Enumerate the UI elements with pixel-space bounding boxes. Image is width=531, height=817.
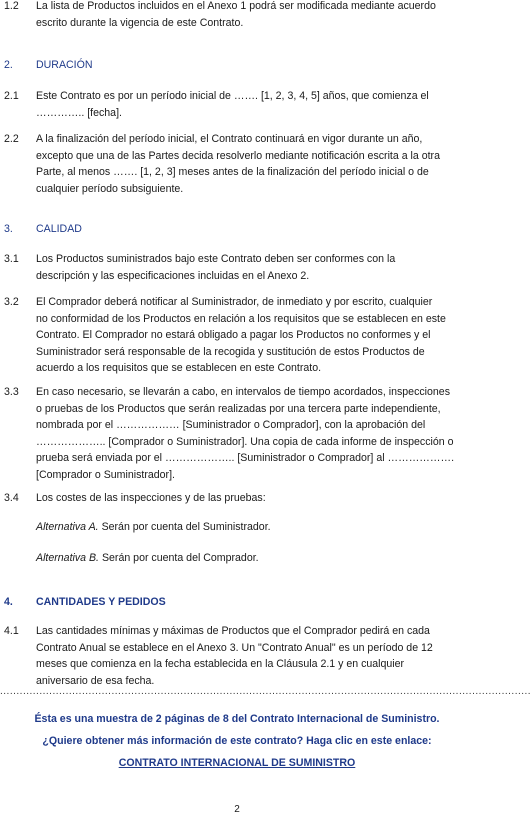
page-number: 2 bbox=[234, 804, 240, 815]
clause-line: nombrada por el ……………… [Suministrador o Comprador], con la aprobación del bbox=[36, 419, 426, 431]
clause-3-4 bbox=[0, 490, 474, 507]
clause-line: Suministrador será responsable de la recogida y sustitución de estos Productos de bbox=[36, 345, 425, 358]
section-number: 2. bbox=[4, 59, 13, 71]
dotted-separator: .................................................................................................................................................................. bbox=[0, 686, 531, 697]
clause-line: no conformidad de los Productos en relación a los requisitos que se establecen en este bbox=[36, 312, 446, 325]
clause-2-1 bbox=[0, 88, 474, 121]
alternative-label: Alternativa A. bbox=[36, 521, 99, 533]
clause-line: En caso necesario, se llevarán a cabo, en intervalos de tiempo acordados, inspecciones bbox=[36, 386, 450, 398]
clause-1-2 bbox=[0, 0, 474, 31]
section-title: DURACIÓN bbox=[36, 59, 93, 71]
clause-3-2 bbox=[0, 294, 474, 377]
clause-line: La lista de Productos incluidos en el Anexo 1 podrá ser modificada mediante acuerdo bbox=[36, 0, 436, 12]
clause-2-2 bbox=[0, 131, 474, 197]
section-heading-duracion bbox=[0, 57, 474, 74]
clause-line: o pruebas de los Productos que serán realizadas por una tercera parte independiente, bbox=[36, 402, 441, 415]
clause-line: ………….. [fecha]. bbox=[36, 106, 122, 119]
clause-line: meses que comienza en la fecha establecida en la Cláusula 2.1 y en cualquier bbox=[36, 658, 405, 670]
alternative-a bbox=[0, 519, 474, 536]
section-heading-calidad bbox=[0, 221, 474, 238]
clause-3-1 bbox=[0, 251, 474, 284]
alternative-label: Alternativa B. bbox=[36, 552, 100, 564]
clause-line: Las cantidades mínimas y máximas de Productos que el Comprador pedirá en cada bbox=[36, 625, 430, 637]
clause-4-1 bbox=[0, 623, 474, 689]
clause-3-3 bbox=[0, 384, 474, 483]
section-number: 3. bbox=[4, 223, 13, 235]
clause-number: 3.1 bbox=[4, 253, 19, 265]
section-title: CALIDAD bbox=[36, 223, 82, 235]
section-title: CANTIDADES Y PEDIDOS bbox=[36, 596, 166, 608]
clause-number: 3.2 bbox=[4, 296, 19, 308]
clause-line: excepto que una de las Partes decida resolverlo mediante notificación escrita a la otra bbox=[36, 149, 440, 162]
clause-line: descripción y las especificaciones incluidas en el Anexo 2. bbox=[36, 269, 310, 282]
clause-number: 1.2 bbox=[4, 0, 19, 12]
clause-number: 3.3 bbox=[4, 386, 19, 398]
clause-line: ……………….. [Comprador o Suministrador]. Una copia de cada informe de inspección o bbox=[36, 435, 454, 448]
alternative-b bbox=[0, 550, 474, 567]
clause-line: A la finalización del período inicial, el Contrato continuará en vigor durante un año, bbox=[36, 133, 423, 145]
clause-number: 2.1 bbox=[4, 90, 19, 102]
clause-line: prueba será enviada por el ……………….. [Suministrador o Comprador] al ………………. bbox=[36, 452, 455, 464]
clause-number: 3.4 bbox=[4, 492, 19, 504]
contract-link[interactable]: CONTRATO INTERNACIONAL DE SUMINISTRO bbox=[118, 757, 356, 769]
clause-line: acuerdo a los requisitos que se establecen en este Contrato. bbox=[36, 362, 322, 374]
clause-line: El Comprador deberá notificar al Suministrador, de inmediato y por escrito, cualquier bbox=[36, 296, 433, 308]
clause-number: 2.2 bbox=[4, 133, 19, 145]
section-heading-cantidades bbox=[0, 594, 474, 611]
clause-line: Los Productos suministrados bajo este Contrato deben ser conformes con la bbox=[36, 253, 396, 265]
clause-line: escrito durante la vigencia de este Contrato. bbox=[36, 16, 244, 29]
more-info-prompt: ¿Quiere obtener más información de este contrato? Haga clic en este enlace: bbox=[42, 735, 432, 747]
clause-line: Los costes de las inspecciones y de las pruebas: bbox=[36, 492, 266, 504]
clause-number: 4.1 bbox=[4, 625, 19, 637]
alternative-text: Serán por cuenta del Suministrador. bbox=[98, 521, 271, 533]
sample-notice: Ésta es una muestra de 2 páginas de 8 del Contrato Internacional de Suministro. bbox=[34, 713, 440, 725]
clause-line: Este Contrato es por un período inicial de ……. [1, 2, 3, 4, 5] años, que comienza el bbox=[36, 90, 429, 102]
alternative-text: Serán por cuenta del Comprador. bbox=[99, 552, 259, 564]
clause-line: [Comprador o Suministrador]. bbox=[36, 468, 175, 481]
section-number: 4. bbox=[4, 596, 13, 608]
clause-line: Contrato Anual se establece en el Anexo 3. Un "Contrato Anual" es un período de 12 bbox=[36, 641, 433, 654]
clause-line: Parte, al menos ……. [1, 2, 3] meses antes de la finalización del período inicial o de bbox=[36, 166, 429, 178]
clause-line: Contrato. El Comprador no estará obligado a pagar los Productos no conformes y el bbox=[36, 329, 431, 341]
clause-line: cualquier período subsiguiente. bbox=[36, 182, 184, 195]
clause-line: aniversario de esa fecha. bbox=[36, 674, 155, 687]
